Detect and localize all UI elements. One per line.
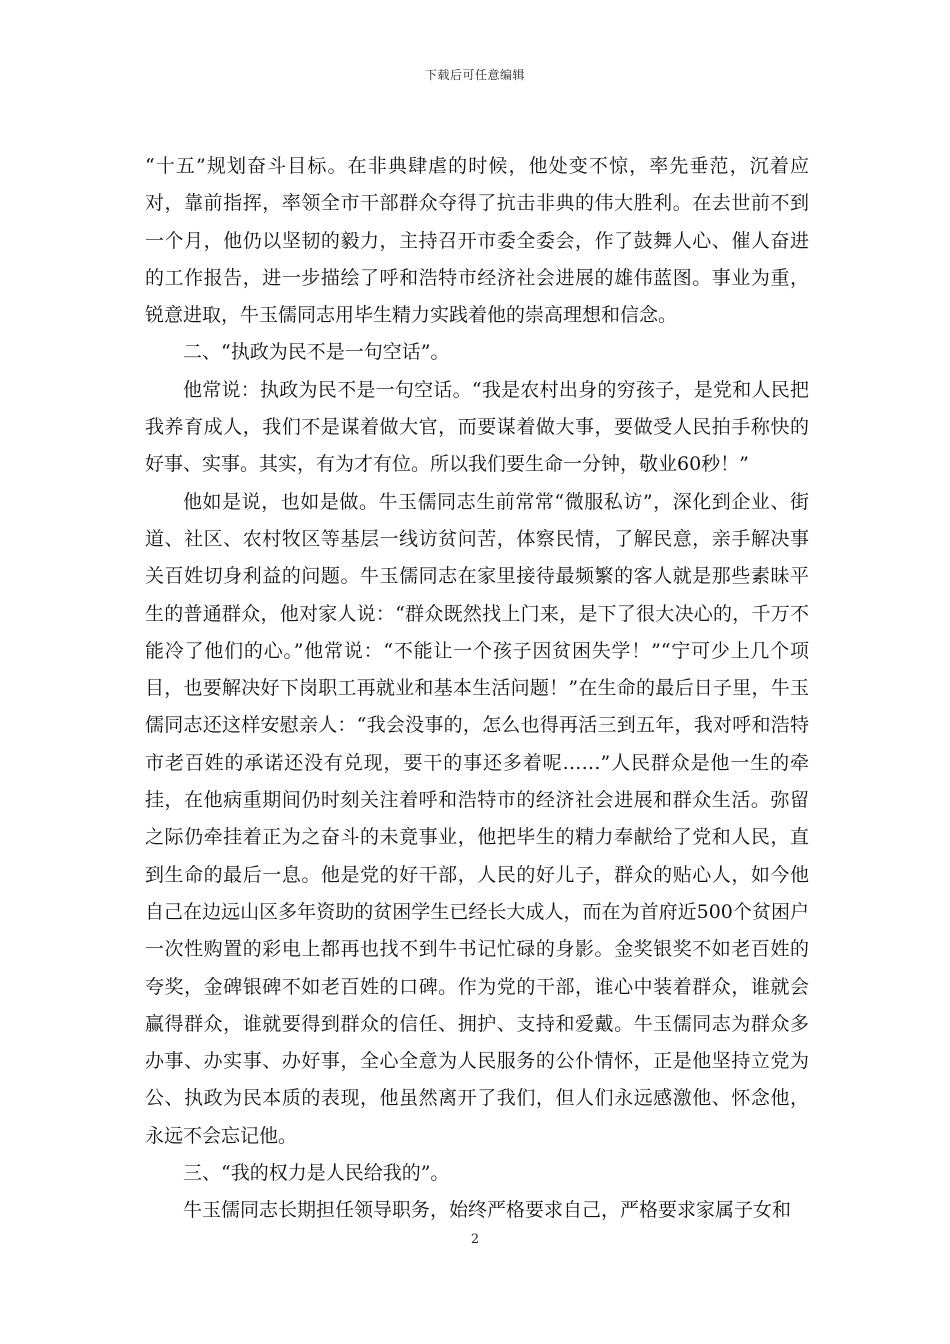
section-heading-2: 二、“执政为民不是一句空话”。 xyxy=(183,341,450,364)
paragraph: 他常说：执政为民不是一句空话。“我是农村出身的穷孩子，是党和人民把我养育成人，我们不是谋着做大官，而要谋着做大事，要做受人民拍手称快的好事、实事。其实，有为才有位。所以我们要生命一分钟，敬业60秒！” xyxy=(145,378,809,476)
section-heading-3: 三、“我的权力是人民给我的”。 xyxy=(183,1162,450,1185)
paragraph: 他如是说，也如是做。牛玉儒同志生前常常“微服私访”，深化到企业、街道、社区、农村牧区等基层一线访贫问苦，体察民情，了解民意，亲手解决事关百姓切身利益的问题。牛玉儒同志在家里接待最频繁的客人就是那些素昧平生的普通群众，他对家人说：“群众既然找上门来，是下了很大决心的，千万不能冷了他们的心。”他常说：“不能让一个孩子因贫困失学！”“宁可少上几个项目，也要解决好下岗职工再就业和基本生活问题！”在生命的最后日子里，牛玉儒同志还这样安慰亲人：“我会没事的，怎么也得再活三到五年，我对呼和浩特市老百姓的承诺还没有兑现，要干的事还多着呢……”人民群众是他一生的牵挂，在他病重期间仍时刻关注着呼和浩特市的经济社会进展和群众生活。弥留之际仍牵挂着正为之奋斗的未竟事业，他把毕生的精力奉献给了党和人民，直到生命的最后一息。他是党的好干部，人民的好儿子，群众的贴心人，如今他自己在边远山区多年资助的贫困学生已经长大成人，而在为首府近500个贫困户一次性购置的彩电上都再也找不到牛书记忙碌的身影。金奖银奖不如老百姓的夸奖，金碑银碑不如老百姓的口碑。作为党的干部，谁心中装着群众，谁就会赢得群众，谁就要得到群众的信任、拥护、支持和爱戴。牛玉儒同志为群众多办事、办实事、办好事，全心全意为人民服务的公仆情怀，正是他坚持立党为公、执政为民本质的表现，他虽然离开了我们，但人们永远感激他、怀念他，永远不会忘记他。 xyxy=(145,490,809,1147)
paragraph-continuation: “十五”规划奋斗目标。在非典肆虐的时候，他处变不惊，率先垂范，沉着应对，靠前指挥，率领全市干部群众夺得了抗击非典的伟大胜利。在去世前不到一个月，他仍以坚韧的毅力，主持召开市委全委会，作了鼓舞人心、催人奋进的工作报告，进一步描绘了呼和浩特市经济社会进展的雄伟蓝图。事业为重，锐意进取，牛玉儒同志用毕生精力实践着他的崇高理想和信念。 xyxy=(145,155,809,327)
paragraph: 牛玉儒同志长期担任领导职务，始终严格要求自己，严格要求家属子女和 xyxy=(183,1199,792,1222)
page-number: 2 xyxy=(470,1232,480,1247)
page-header-note: 下载后可任意编辑 xyxy=(424,68,525,82)
document-body xyxy=(145,148,809,1230)
